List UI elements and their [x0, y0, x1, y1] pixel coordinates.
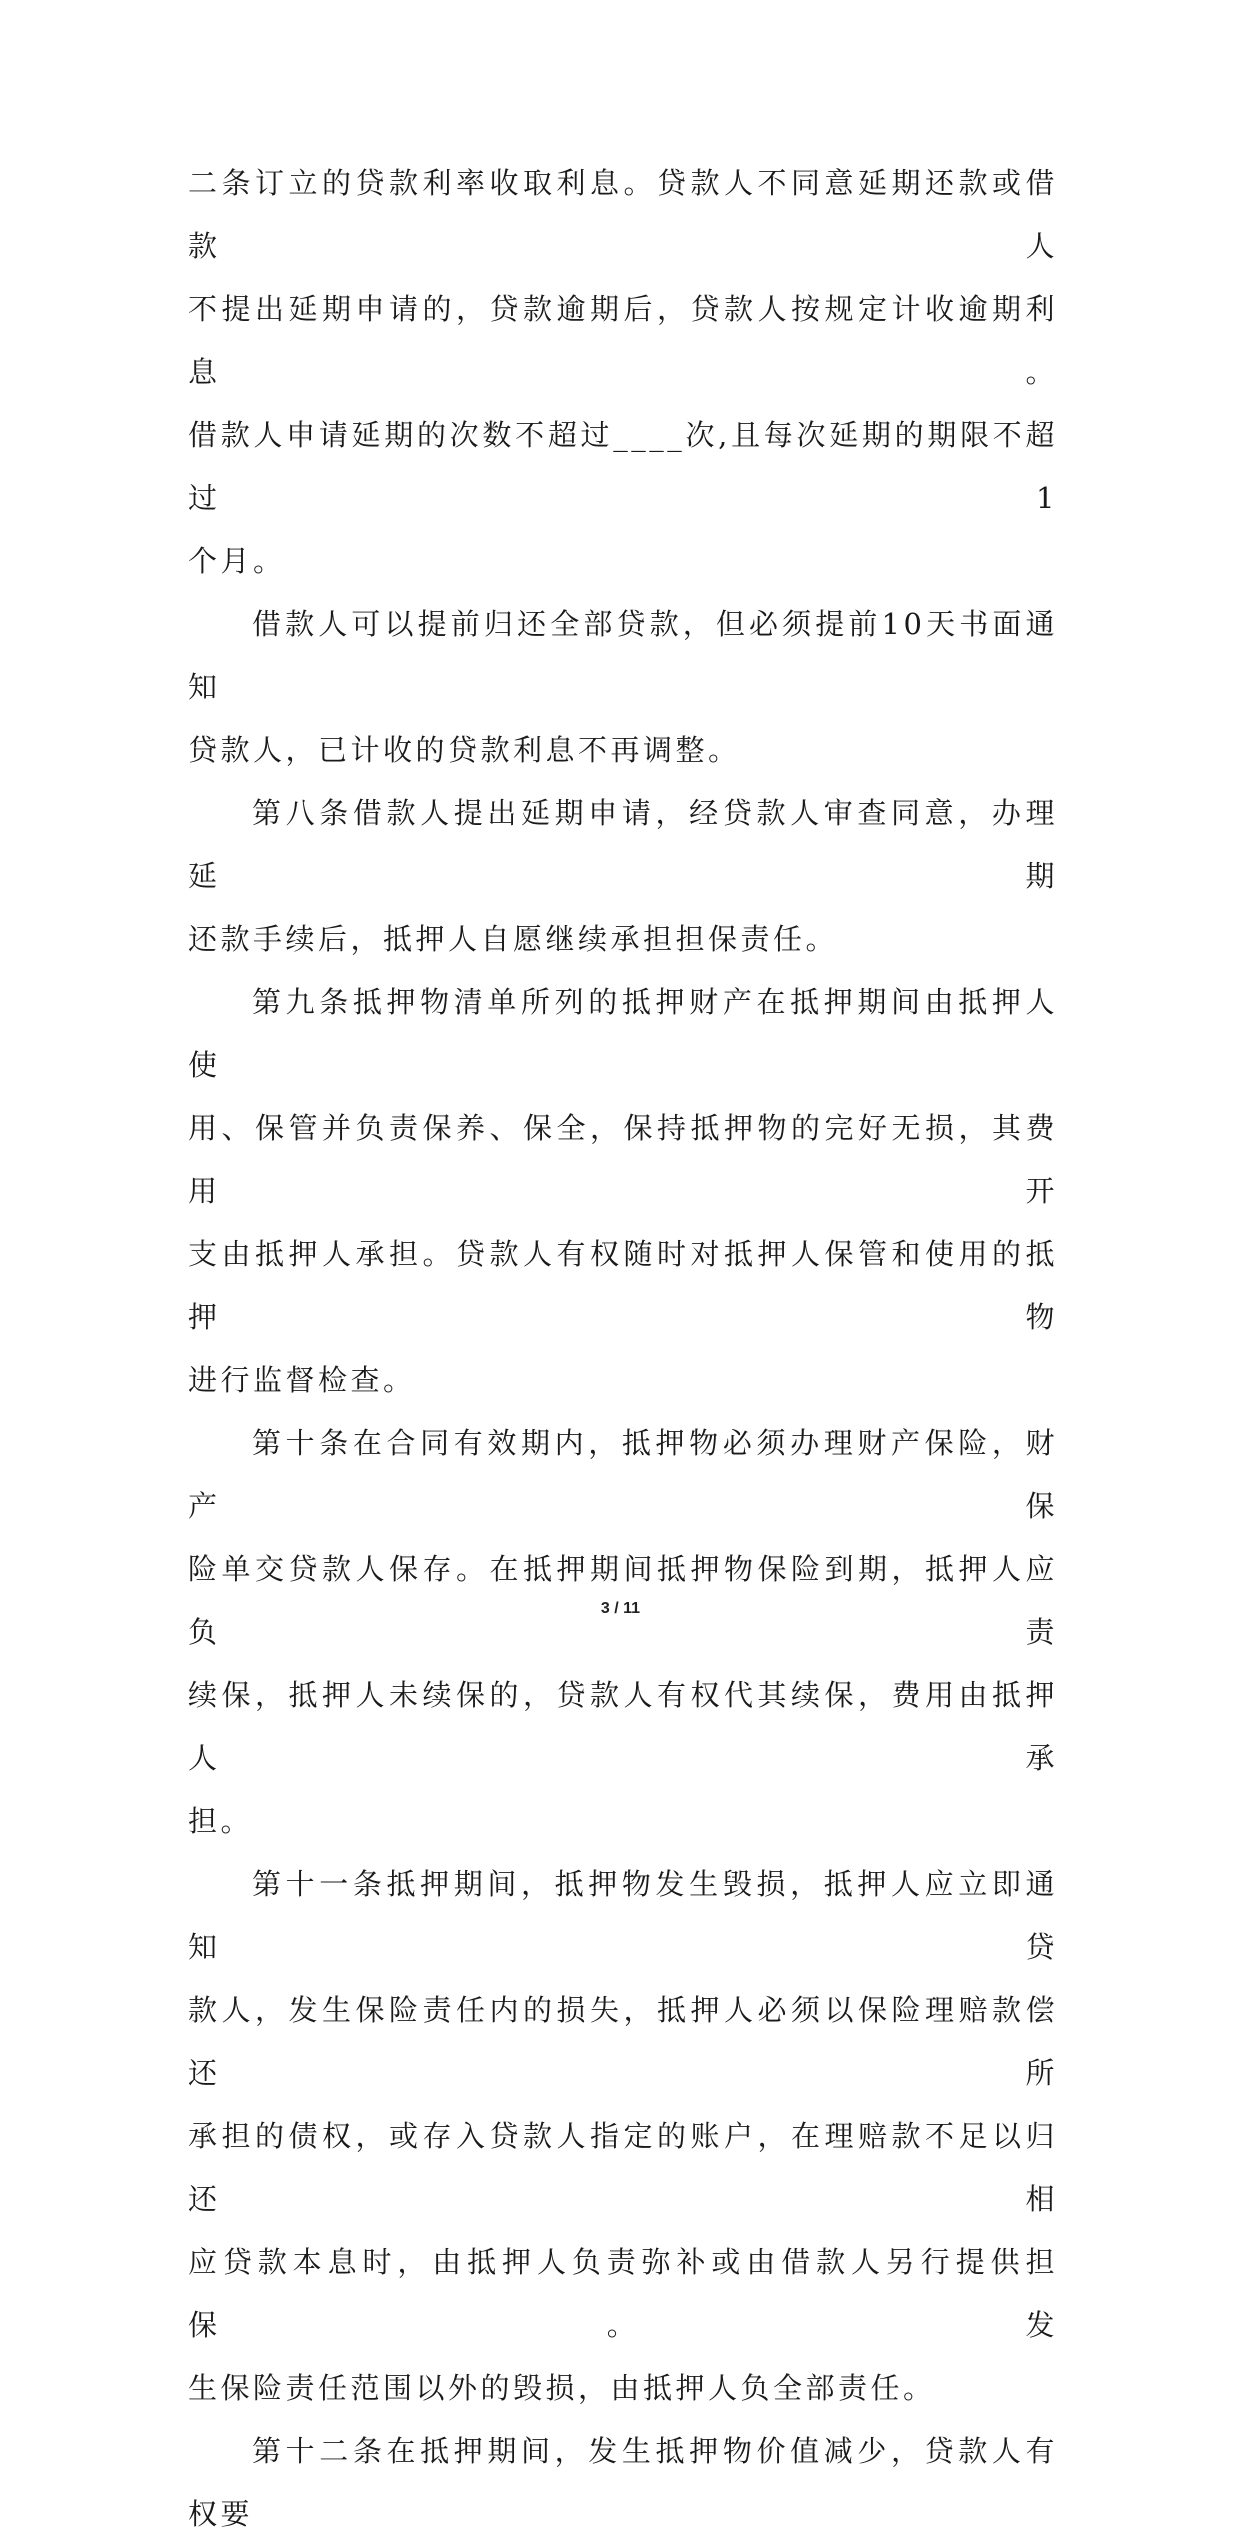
paragraph	[188, 782, 1058, 971]
text-line: 续保，抵押人未续保的，贷款人有权代其续保，费用由抵押人承	[188, 1678, 1058, 1775]
paragraph	[188, 593, 1058, 782]
text-line: 第十一条抵押期间，抵押物发生毁损，抵押人应立即通知贷	[188, 1867, 1058, 1964]
paragraph	[188, 971, 1058, 1412]
paragraph	[188, 1853, 1058, 2420]
paragraph	[188, 152, 1058, 593]
document-body	[188, 152, 1058, 2546]
text-line: 担。	[188, 1804, 254, 1838]
paragraph	[188, 2420, 1058, 2546]
text-line: 生保险责任范围以外的毁损，由抵押人负全部责任。	[188, 2371, 936, 2405]
text-line: 支由抵押人承担。贷款人有权随时对抵押人保管和使用的抵押物	[188, 1237, 1058, 1334]
text-line: 借款人可以提前归还全部贷款，但必须提前10天书面通知	[188, 607, 1058, 704]
page-number: 3 / 11	[600, 1600, 641, 1617]
paragraph	[188, 1412, 1058, 1853]
text-line: 借款人申请延期的次数不超过____次,且每次延期的期限不超过1	[188, 418, 1058, 515]
text-line: 应贷款本息时，由抵押人负责弥补或由借款人另行提供担保。发	[188, 2245, 1058, 2342]
text-line: 个月。	[188, 544, 286, 578]
text-line: 还款手续后，抵押人自愿继续承担担保责任。	[188, 922, 839, 956]
text-line: 第十二条在抵押期间，发生抵押物价值减少，贷款人有权要	[188, 2434, 1058, 2531]
text-line: 险单交贷款人保存。在抵押期间抵押物保险到期，抵押人应负责	[188, 1552, 1058, 1649]
text-line: 第八条借款人提出延期申请，经贷款人审查同意，办理延期	[188, 796, 1058, 893]
text-line: 贷款人，已计收的贷款利息不再调整。	[188, 733, 741, 767]
text-line: 进行监督检查。	[188, 1363, 416, 1397]
text-line: 承担的债权，或存入贷款人指定的账户，在理赔款不足以归还相	[188, 2119, 1058, 2216]
text-line: 第九条抵押物清单所列的抵押财产在抵押期间由抵押人使	[188, 985, 1058, 1082]
text-line: 不提出延期申请的，贷款逾期后，贷款人按规定计收逾期利息。	[188, 292, 1058, 389]
text-line: 用、保管并负责保养、保全，保持抵押物的完好无损，其费用开	[188, 1111, 1058, 1208]
text-line: 第十条在合同有效期内，抵押物必须办理财产保险，财产保	[188, 1426, 1058, 1523]
text-line: 款人，发生保险责任内的损失，抵押人必须以保险理赔款偿还所	[188, 1993, 1058, 2090]
text-line: 二条订立的贷款利率收取利息。贷款人不同意延期还款或借款人	[188, 166, 1058, 263]
